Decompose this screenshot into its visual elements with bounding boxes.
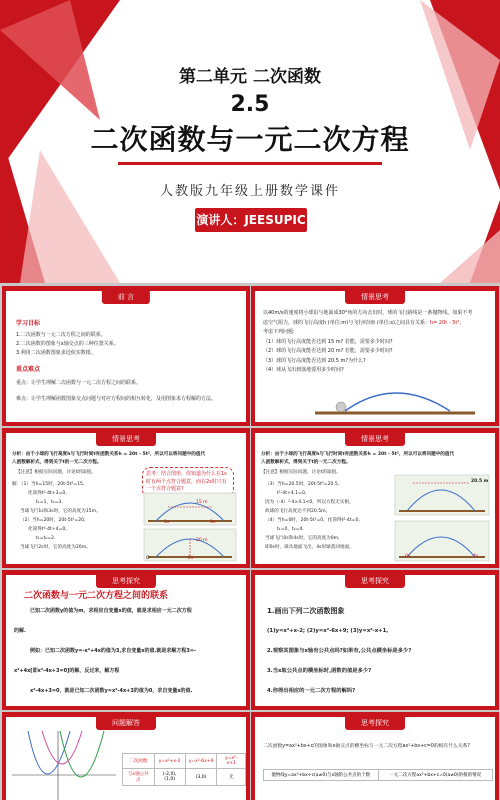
section-heading: 二次函数与一元二次方程之间的联系	[24, 591, 169, 601]
title-slide[interactable]	[0, 0, 500, 283]
analysis-line: 分析：由于小球的飞行高度h与飞行时间t有函数关系h = 20t - 5t²，所以可以将问题中的值代	[12, 452, 206, 457]
question-item: （1）球的飞行高度能否达到 15 m? 若能，需要多少时间?	[263, 338, 393, 345]
title-divider	[118, 162, 382, 165]
goal-item: 2.二次函数的图象与x轴交点的三种位置关系。	[16, 340, 119, 347]
table-cell: y=x²-6x+9	[185, 754, 217, 769]
slide-tab: 问题解答	[96, 717, 156, 730]
slide-scenario-2[interactable]	[2, 428, 250, 568]
solution-line: （3）当h=20.5时，20t-5t²=20.5,	[265, 482, 340, 487]
slide-preface[interactable]	[2, 286, 250, 426]
slide-tab: 情景思考	[96, 433, 156, 446]
key-point: 重点：让学生理解二次函数与一元二次方程之间的联系。	[16, 380, 142, 386]
label-1s: 1s	[164, 520, 170, 525]
solution-line: t₁=t₂=2.	[36, 535, 56, 541]
label-0s: 0s	[405, 554, 411, 559]
label-4s: 4s	[473, 554, 479, 559]
slide-scenario-1[interactable]	[251, 286, 499, 426]
intro-line	[263, 319, 491, 329]
table-header: 一元二次方程ax²+bx+c=0(a≠0)的根的情况	[378, 770, 493, 781]
slide-body	[255, 291, 495, 422]
slide-body	[6, 575, 246, 706]
analysis-line: 分析：由于小球的飞行高度h与飞行时间t有函数关系h = 20t - 5t²，所以可以将问题中的值代	[261, 452, 455, 457]
slide-tab: 思考探究	[345, 575, 405, 588]
solution-line: 因为（-4）²-4×4.1<0，所以方程无实根。	[265, 499, 354, 505]
solution-line: （2）当h=20时，20t-5t²=20,	[20, 517, 86, 523]
solution	[12, 481, 101, 553]
unit-label: 第二单元 二次函数	[179, 67, 321, 87]
slide-relationship[interactable]	[251, 712, 499, 800]
problem-text	[263, 309, 491, 376]
slide-body	[255, 433, 495, 564]
para-2: 例如：已知二次函数y=-x²+4x的值为3,求自变量x的值.就是求解方程3=-	[30, 648, 197, 654]
lesson-title: 二次函数与一元二次方程	[90, 123, 410, 156]
solution-line: 化简得t²-4t+3=0,	[28, 490, 67, 496]
label-15m: 15 m	[196, 500, 208, 505]
goal-list	[16, 331, 119, 357]
slide-tab: 思考探究	[345, 717, 405, 730]
solution-line: t₁=0，t₂=4.	[277, 526, 304, 532]
relationship-question: 二次函数y=ax²+bx+c的图象和x轴交点的横坐标与一元二次方程ax²+bx+c=0的根有什么关系?	[263, 744, 470, 749]
think-bubble: 思考：结合图形，你知道为什么在1s时有两个点符合题意，而在2s时只有一个点符合题意?	[142, 467, 234, 498]
table-cell: y=x²-x+1	[217, 754, 246, 769]
label-origin: O	[146, 556, 150, 561]
table-row	[264, 770, 493, 781]
question-1: 1.画出下列二次函数图象	[267, 607, 345, 615]
solution-line: （4）当h=0时，20t-5t²=0，化简得t²-4t=0,	[265, 517, 360, 523]
slide-scenario-3[interactable]	[251, 428, 499, 568]
key-title: 重点难点	[16, 366, 41, 373]
hard-point: 难点：让学生理解函数图象交点问题与对应方程间的相互转化，及用图象求方程解的方法。	[16, 396, 217, 402]
question-item: （2）球的飞行高度能否达到 20 m? 若能，需要多少时间?	[263, 348, 393, 354]
para-2b: x²+4x[即x²-4x+3=0]的解，反过来，解方程	[14, 668, 120, 674]
para-1: 已知二次函数y的值为m，求相应自变量x的值，就是求相应一元二次方程	[30, 608, 192, 614]
table-cell: y=x²+x-2	[154, 754, 185, 769]
formula: h= 20t - 5t²。	[429, 319, 465, 326]
goal-item: 3.利用二次函数图象求近似实数根。	[16, 349, 96, 356]
table-row	[123, 769, 246, 786]
table-cell: 二次函数	[123, 754, 155, 769]
solution	[265, 481, 360, 553]
para-3: x²-4x+3=0，就是已知二次函数y=x²-4x+3的值为0，求自变量x的值.	[30, 688, 193, 694]
table-cell: (-2,0),(1,0)	[154, 769, 185, 786]
slide-body	[6, 291, 246, 422]
parabola-graph	[8, 727, 118, 800]
intro-text: 虑空气阻力，球的飞行高度h (单位:m)与飞行时间t (单位:s)之间具有关系：	[263, 319, 430, 326]
table-row	[123, 754, 246, 769]
course-name: 人教版九年级上册数学课件	[159, 184, 340, 199]
slide-body	[255, 575, 495, 706]
label-20-5m: 20.5 m	[471, 479, 489, 484]
function-list: (1)y=x²+x-2; (2)y=x²-6x+9; (3)y=x²-x+1。	[267, 628, 392, 634]
slide-tab: 情景思考	[345, 433, 405, 446]
solution-line: 当球飞行1s和3s时，它的高度为15m。	[20, 508, 101, 514]
table-cell: 与x轴公共点	[123, 769, 155, 786]
solution-line: t²-4t+4.1=0,	[277, 490, 307, 496]
slide-tab: 前 言	[102, 291, 150, 304]
slide-tab: 思考探究	[96, 575, 156, 588]
table-header: 抛物线y=ax²+bx+c(a≠0)与x轴的公共点的个数	[264, 770, 379, 781]
analysis	[261, 451, 491, 467]
speaker-badge: 演讲人：JEESUPIC	[195, 208, 307, 232]
slide-body	[6, 717, 246, 800]
question-item: （4）球从飞出到落地要用多少时间?	[263, 367, 344, 373]
solution-line: 即0s时，球从地面飞出，4s时球落回地面。	[265, 544, 354, 550]
slide-tab: 情景思考	[345, 291, 405, 304]
solution-line: t₁=1，t₂=3.	[36, 499, 63, 505]
analysis	[12, 451, 242, 467]
slide-explore[interactable]	[251, 570, 499, 710]
analysis-line: 入函数解析式，得到关于t的一元二次方程。	[261, 460, 351, 466]
solution-line: 解：（1）当h=15时，20t-5t²=15,	[12, 482, 85, 487]
para-1b: 的解.	[14, 628, 26, 634]
section-number: 2.5	[230, 92, 270, 117]
table-cell: (3,0)	[185, 769, 217, 786]
slide-body	[6, 433, 246, 564]
note: 【注意】根据实际问题，讨论t的取值。	[261, 470, 341, 475]
label-3s: 3s	[210, 520, 216, 525]
question-item: （3）球的飞行高度能否达到 20.5 m?为什么?	[263, 357, 366, 364]
slide-body	[255, 717, 495, 800]
goal-item: 1.二次函数与一元二次方程之间的联系。	[16, 332, 106, 338]
goal-title: 学习目标	[16, 320, 41, 327]
question-4: 4.你得出相应的一元二次方程的解吗?	[267, 688, 356, 694]
solution-line: 故球的飞行高度达不到20.5m。	[265, 508, 331, 514]
solution-line: 化简得t²-4t+4=0,	[28, 526, 67, 532]
solution-line: 当球飞行0s和4s时，它的高度为0m,	[265, 535, 340, 541]
table-cell: 无	[217, 769, 246, 786]
trajectory-illustration	[255, 383, 495, 422]
label-20m: 20 m	[196, 538, 208, 543]
label-2s: 2s	[188, 556, 194, 561]
relationship-table	[263, 769, 493, 781]
graph-15m-20m	[142, 491, 242, 564]
slide-connection[interactable]	[2, 570, 250, 710]
question-2: 2.观察其图象与x轴有公共点吗?如果有,公共点横坐标是多少?	[267, 648, 412, 654]
graph-20-5m-ground	[393, 473, 493, 563]
analysis-line: 入函数解析式，得到关于t的一元二次方程。	[12, 460, 102, 466]
intro-line: 以40m/s的速度将小球沿与地面成30°角的方向击出时，球的飞行路线是一条抛物线。如果不考	[263, 310, 473, 316]
solution-line: 当球飞行2s时，它的高度为20m。	[20, 544, 91, 550]
lead-line: 考虑下列问题:	[263, 329, 295, 335]
intersection-table	[122, 753, 246, 786]
question-3: 3.当x取公共点的横坐标时,函数的值是多少?	[267, 668, 372, 674]
slide-answer[interactable]	[2, 712, 250, 800]
note: 【注意】根据实际问题，讨论t的取值。	[16, 470, 96, 475]
